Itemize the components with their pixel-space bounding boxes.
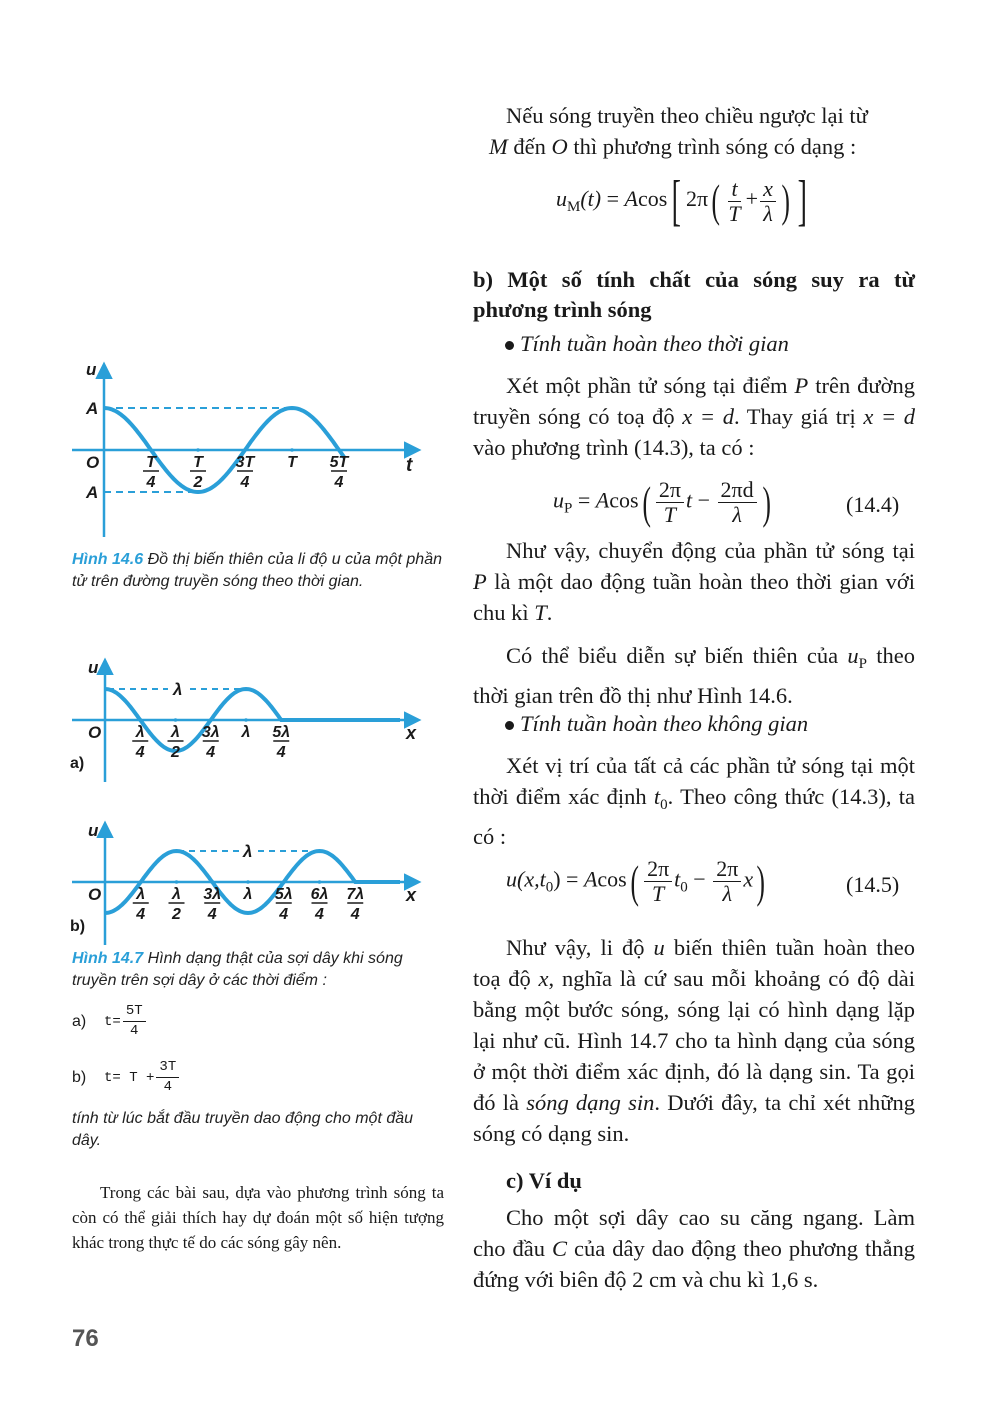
eq-term: t (674, 866, 681, 892)
numerator: 2πd (718, 478, 757, 503)
fraction (718, 478, 757, 527)
tick-label-denominator: 2 (171, 744, 180, 761)
tick-label-numerator: λ (171, 724, 180, 741)
text: Có thể biểu diễn sự biến thiên của (506, 643, 848, 668)
eq-term: cos (597, 866, 627, 892)
denominator: λ (732, 502, 742, 527)
figure-14-7a (60, 655, 440, 785)
symbol-x: x (538, 966, 549, 991)
fraction (156, 1058, 179, 1097)
tick-label-numerator: T (287, 454, 297, 471)
fraction (644, 857, 672, 906)
wavelength-label: λ (243, 842, 253, 861)
paragraph-conclusion-P (473, 535, 915, 628)
tick-label-denominator: 4 (146, 474, 156, 491)
denominator: 4 (163, 1079, 173, 1095)
tick-mark (244, 718, 248, 722)
amplitude-bottom-label: A (86, 483, 99, 502)
paragraph-point-P (473, 370, 915, 463)
tick-mark (175, 880, 179, 884)
figure-label: Hình 14.6 (72, 551, 144, 568)
tick-label-denominator: 4 (136, 906, 146, 923)
fraction (656, 478, 684, 527)
page-number: 76 (72, 1325, 99, 1352)
text: đến (507, 134, 552, 159)
text: của dây dao động theo phương thẳng đứng với biên độ 2 cm và chu kì 1,6 s. (473, 1236, 916, 1292)
formula-lhs: t= (104, 1013, 121, 1030)
symbol-C: C (551, 1236, 567, 1261)
numerator: x (760, 177, 776, 202)
caption-text: Hình dạng thật của sợi dây khi sóng truyền trên sợi dây ở các thời điểm : (72, 950, 403, 989)
eq-term: cos (637, 186, 668, 212)
left-paren: ( (641, 476, 651, 528)
text: Trong các bài sau, dựa vào phương trình sóng ta còn có thể giải thích hay dự đoán một số hiện tượng khác trong thực tế do các sóng gây nên. (72, 1183, 444, 1252)
fraction (713, 857, 741, 906)
tick-mark (210, 880, 214, 884)
bullet-text: Tính tuần hoàn theo thời gian (520, 331, 789, 356)
denominator: T (728, 200, 741, 226)
tick-label-denominator: 4 (240, 474, 250, 491)
origin-label: O (88, 885, 102, 904)
paragraph-time-t0 (473, 750, 915, 852)
tick-label-numerator: 7λ (346, 886, 365, 903)
figure-14-7-caption-tail: tính từ lúc bắt đầu truyền dao động cho một đầu dây. (72, 1110, 414, 1149)
paragraph-sine-wave (473, 932, 915, 1149)
figure-label: Hình 14.7 (72, 950, 144, 967)
figure-14-6-caption (72, 549, 444, 593)
tick-label-numerator: λ (172, 886, 181, 903)
tick-label-numerator: λ (135, 724, 145, 741)
text: . Thay giá trị (733, 404, 864, 429)
denominator: λ (763, 200, 773, 226)
x-axis-label: x (406, 885, 417, 905)
eq-term: A (595, 487, 610, 513)
eq-term: ) (553, 866, 561, 892)
bullet-icon (505, 721, 514, 730)
eq-sub: M (567, 199, 581, 216)
text: vào phương trình (14.3), ta có : (473, 435, 755, 460)
origin-label: O (88, 723, 102, 742)
tick-mark (337, 448, 341, 452)
symbol-u: u (653, 935, 665, 960)
text: Nếu sóng truyền theo chiều ngược lại từ (506, 103, 868, 128)
panel-label: b) (70, 918, 86, 935)
eq-term: A (583, 866, 598, 892)
denominator: T (663, 502, 677, 527)
numerator: 2π (713, 857, 741, 882)
text: thì phương trình sóng có dạng : (567, 134, 857, 159)
eq-sub: P (858, 656, 867, 672)
tick-label-denominator: 2 (172, 906, 181, 923)
text: . Theo công thức (14.3), ta có : (473, 784, 915, 849)
tick-label-numerator: 3T (235, 454, 255, 471)
eq-term: = (560, 866, 584, 892)
tick-mark (318, 880, 322, 884)
eq-term: cos (609, 487, 639, 513)
left-paren: ( (630, 855, 639, 907)
left-paragraph (72, 1180, 444, 1255)
tick-mark (279, 718, 283, 722)
tick-mark (174, 718, 178, 722)
tick-mark (196, 448, 200, 452)
tick-mark (282, 880, 286, 884)
time-a (72, 1002, 148, 1041)
emphasis: sóng dạng sin (526, 1090, 655, 1115)
tick-mark (149, 448, 153, 452)
eq-term: + (745, 186, 759, 212)
t-axis-label: t (406, 455, 413, 476)
bullet-time-periodicity (505, 331, 789, 357)
tick-label-denominator: 2 (193, 474, 203, 491)
equation-uM (556, 170, 812, 232)
tick-label-numerator: 3λ (203, 886, 222, 903)
paragraph-example (473, 1202, 915, 1295)
equation-number: (14.5) (846, 872, 900, 897)
u-axis-label: u (88, 658, 99, 677)
text: trên đường truyền sóng có toạ độ (473, 373, 916, 429)
tick-mark (139, 880, 143, 884)
symbol-M: M (489, 134, 508, 159)
caption-text: Đồ thị biến thiên của li độ u của một phần tử trên đường truyền sóng theo thời gian. (72, 551, 442, 590)
paragraph-reverse-wave (473, 100, 915, 162)
text: . Dưới đây, ta chỉ xét những sóng có dạng sin. (473, 1090, 916, 1146)
text: . (546, 600, 553, 625)
numerator: 3T (156, 1058, 179, 1078)
left-bracket: [ (671, 170, 682, 232)
eq-term: u (556, 186, 567, 212)
eq-sub: P (564, 500, 573, 517)
fraction (123, 1002, 146, 1041)
symbol-P: P (794, 373, 809, 398)
tick-mark (243, 448, 247, 452)
equation-uP (553, 478, 913, 527)
tick-label-denominator: 4 (279, 906, 289, 923)
figure-14-6 (60, 355, 440, 545)
eq-term: = (601, 186, 625, 212)
u-axis-label: u (88, 821, 99, 840)
fraction (760, 177, 776, 226)
tick-label-denominator: 4 (315, 906, 324, 923)
eq-term: (t) (580, 186, 602, 212)
tick-label-denominator: 4 (334, 474, 344, 491)
right-paren: ) (762, 476, 771, 528)
denominator: λ (722, 881, 733, 906)
symbol-xd: x = d (682, 404, 734, 429)
x-axis-label: x (406, 723, 417, 743)
text: Như vậy, li độ (506, 935, 654, 960)
text: , nghĩa là cứ sau mỗi khoảng có độ dài bằng một bước sóng, sóng lại có hình dạng lặp lại như cũ. Hình 14.7 cho ta hình dạng của sóng ở một thời điểm xác định, đó là dạng sin. Ta gọi đó là (473, 966, 915, 1115)
numerator: t (728, 177, 740, 202)
tick-label-numerator: 5λ (274, 886, 293, 903)
right-paren: ) (781, 175, 790, 226)
text: Xét một phần tử sóng tại điểm (506, 373, 795, 398)
eq-term: − (697, 487, 711, 513)
amplitude-top-label: A (86, 399, 99, 418)
numerator: 2π (656, 478, 684, 503)
figure-14-7b (60, 818, 440, 948)
text: Xét vị trí của tất cả các phần tử sóng tại một thời điểm xác định (473, 753, 915, 809)
tick-mark (138, 718, 142, 722)
u-axis-label: u (86, 360, 97, 379)
symbol-u: u (847, 643, 859, 668)
eq-term: 2π (685, 186, 709, 212)
equation-number: (14.4) (846, 492, 900, 517)
right-bracket: ] (797, 170, 808, 232)
wavelength-label: λ (173, 680, 183, 699)
formula-lhs: t= T + (104, 1069, 155, 1086)
text: là một dao động tuần hoàn theo thời gian với chu kì (473, 569, 915, 625)
text: Như vậy, chuyển động của phần tử sóng tại (506, 538, 915, 563)
origin-label: O (86, 453, 100, 472)
section-heading-c: c) Ví dụ (506, 1168, 582, 1193)
tick-mark (209, 718, 213, 722)
tick-label-numerator: 5T (329, 454, 349, 471)
tick-label-numerator: λ (241, 724, 251, 741)
paragraph-graph-ref (473, 640, 915, 711)
tick-label-numerator: 3λ (201, 724, 220, 741)
item-label: b) (72, 1068, 87, 1086)
tick-label-numerator: T (193, 454, 203, 471)
fraction (725, 177, 743, 226)
numerator: 2π (644, 857, 672, 882)
right-paren: ) (756, 855, 765, 907)
tick-label-numerator: 5λ (272, 724, 291, 741)
section-heading-b: b) Một số tính chất của sóng suy ra từ phương trình sóng (473, 267, 915, 322)
denominator: 4 (130, 1023, 139, 1039)
text: biến thiên tuần hoàn theo toạ độ (473, 935, 915, 991)
tick-mark (290, 448, 294, 452)
bullet-text: Tính tuần hoàn theo không gian (520, 711, 809, 736)
tick-label-denominator: 4 (206, 744, 216, 761)
symbol-T: T (534, 600, 547, 625)
tick-mark (246, 880, 250, 884)
tick-label-numerator: T (146, 454, 156, 471)
tick-label-numerator: λ (136, 886, 146, 903)
left-paren: ( (711, 175, 720, 226)
numerator: 5T (123, 1002, 146, 1022)
eq-sub: 0 (680, 879, 688, 896)
bullet-icon (505, 341, 514, 350)
tick-label-numerator: 6λ (310, 886, 329, 903)
eq-term: A (624, 186, 638, 212)
tick-label-denominator: 4 (135, 744, 145, 761)
eq-term: t (685, 487, 693, 513)
symbol-O: O (551, 134, 568, 159)
symbol-xd: x = d (863, 404, 916, 429)
tick-mark (353, 880, 357, 884)
eq-sub: 0 (660, 797, 668, 813)
tick-label-denominator: 4 (276, 744, 286, 761)
equation-u-x-t0 (506, 857, 916, 906)
panel-label: a) (70, 755, 85, 772)
tick-label-numerator: λ (243, 886, 253, 903)
tick-label-denominator: 4 (207, 906, 217, 923)
text: Cho một sợi dây cao su căng ngang. Làm cho đầu (473, 1205, 915, 1261)
eq-sub: 0 (545, 879, 554, 896)
eq-term: u (553, 487, 564, 513)
eq-term: x (743, 866, 754, 892)
eq-term: = (572, 487, 596, 513)
figure-14-7-caption (72, 948, 444, 992)
eq-term: u(x,t (506, 866, 546, 892)
text: theo thời gian trên đồ thị như Hình 14.6. (473, 643, 915, 708)
eq-term: − (693, 866, 706, 892)
denominator: T (651, 881, 665, 906)
time-b (72, 1058, 181, 1097)
item-label: a) (72, 1012, 87, 1030)
symbol-P: P (473, 569, 487, 594)
tick-label-denominator: 4 (350, 906, 360, 923)
symbol-t: t (653, 784, 661, 809)
bullet-space-periodicity (505, 711, 808, 737)
